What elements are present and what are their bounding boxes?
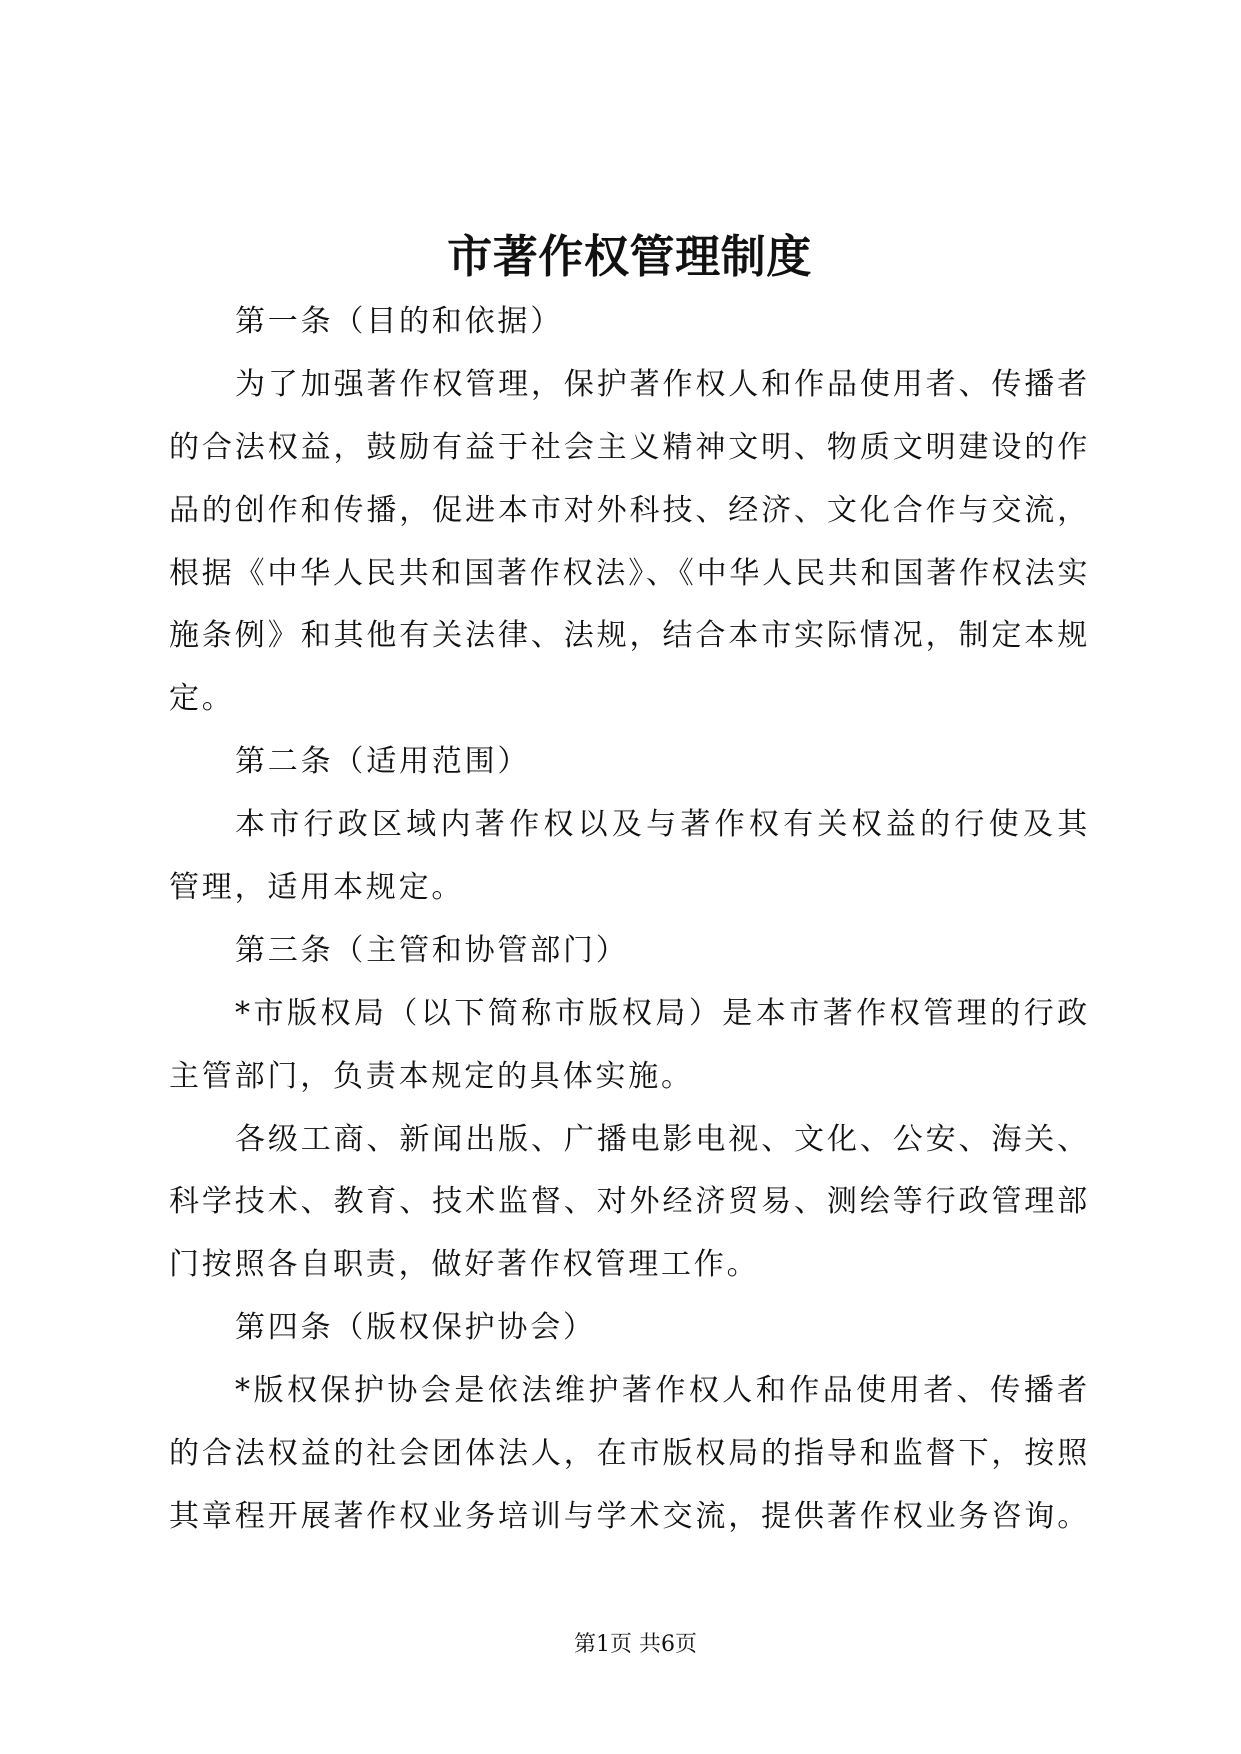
text-line: 科学技术、教育、技术监督、对外经济贸易、测绘等行政管理部 (169, 1184, 1090, 1220)
text-line: 根据《中华人民共和国著作权法》、《中华人民共和国著作权法实 (169, 555, 1090, 591)
text-line: *市版权局（以下简称市版权局）是本市著作权管理的行政 (235, 995, 1090, 1031)
text-line: 主管部门，负责本规定的具体实施。 (169, 1058, 694, 1094)
text-line: 各级工商、新闻出版、广播电影电视、文化、公安、海关、 (235, 1121, 1090, 1157)
text-line: 定。 (169, 681, 235, 717)
text-line: 的合法权益的社会团体法人，在市版权局的指导和监督下，按照 (169, 1436, 1090, 1472)
article-heading: 第二条（适用范围） (235, 744, 531, 780)
text-line: 施条例》和其他有关法律、法规，结合本市实际情况，制定本规 (169, 618, 1090, 654)
page-number-footer: 第1页 共6页 (574, 1632, 697, 1657)
text-line: 的合法权益，鼓励有益于社会主义精神文明、物质文明建设的作 (169, 429, 1090, 465)
article-heading: 第一条（目的和依据） (235, 304, 563, 339)
text-line: 本市行政区域内著作权以及与著作权有关权益的行使及其 (235, 807, 1090, 843)
text-line: *版权保护协会是依法维护著作权人和作品使用者、传播者 (235, 1373, 1090, 1409)
text-line: 其章程开展著作权业务培训与学术交流，提供著作权业务咨询。 (169, 1498, 1090, 1534)
document-body (169, 291, 1090, 1549)
text-line: 为了加强著作权管理，保护著作权人和作品使用者、传播者 (235, 366, 1090, 402)
article-heading: 第三条（主管和协管部门） (235, 932, 629, 968)
text-line: 管理，适用本规定。 (169, 870, 465, 906)
text-line: 门按照各自职责，做好著作权管理工作。 (169, 1247, 760, 1283)
article-heading: 第四条（版权保护协会） (235, 1310, 596, 1346)
document-title: 市著作权管理制度 (447, 230, 812, 283)
text-line: 品的创作和传播，促进本市对外科技、经济、文化合作与交流， (169, 492, 1090, 528)
